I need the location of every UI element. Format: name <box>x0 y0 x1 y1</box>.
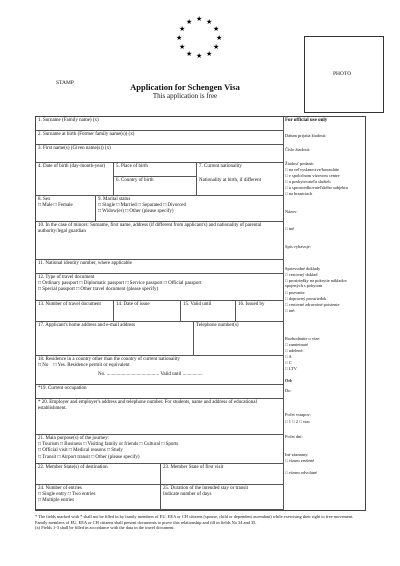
star-icon: ★ <box>179 43 186 51</box>
official-item: Názov: <box>285 209 298 214</box>
star-icon: ★ <box>186 18 193 26</box>
official-item: □ u sprostredkovateľského subjektu <box>285 185 348 190</box>
field-surname[interactable]: 1. Surname (Family name) (x) <box>36 117 284 131</box>
star-icon: ★ <box>206 50 213 58</box>
official-item: □ LTV <box>285 366 297 371</box>
official-item: □ pozvanie <box>285 290 305 295</box>
official-item: □ vízum zrušené <box>285 458 315 463</box>
official-item: Dátum prijatia žiadosti: <box>285 133 327 138</box>
official-item: □ vízum odvolané <box>285 470 317 475</box>
field-residence[interactable]: 18. Residence in a country other than the country of current nationality □ No □ Yes. Residence permit or equivalent No. .......................................... Valid until ................ <box>36 356 284 385</box>
field-occupation[interactable]: *19. Current occupation <box>36 385 284 399</box>
field-first-visit[interactable]: 23. Member State of first visit <box>161 464 284 485</box>
field-home-address[interactable]: 17. Applicant's home address and e-mail address <box>36 322 194 356</box>
star-icon: ★ <box>186 50 193 58</box>
official-item: Číslo žiadosti: <box>285 147 311 152</box>
field-destination[interactable]: 22. Member State(s) of destination <box>36 464 161 485</box>
field-purpose[interactable]: 21. Main purpose(s) of the journey: □ Tourism □ Business □ Visiting family or friends □ Cultural □ Sports □ Official visit □ Medical reasons □ Study □ Transit □ Airport transit □ Other (please specify) <box>36 435 284 464</box>
photo-label: PHOTO <box>333 71 352 77</box>
field-guardian[interactable]: 10. In the case of minors: Surname, first name, address (if different from applicant's) and nationality of parental authority/legal guardian <box>36 222 284 260</box>
field-issued-by[interactable]: 16. Issued by <box>236 301 284 322</box>
field-telephone[interactable]: Telephone number(s) <box>194 322 284 356</box>
form-title-block <box>100 82 270 100</box>
official-item: Žiadosť podaná: <box>285 161 314 166</box>
field-document-number[interactable]: 13. Number of travel document <box>36 301 114 322</box>
official-use-title: For official use only <box>285 118 328 123</box>
field-duration[interactable]: 25. Duration of the intended stay or transit Indicate number of days <box>161 485 284 510</box>
field-employer[interactable]: * 20. Employer and employer's address and telephone number. For students, name and address of educational establishment. <box>36 399 284 435</box>
official-item: □ udelené: <box>285 348 304 353</box>
footer-notes <box>35 514 366 531</box>
official-item: □ iné <box>285 226 295 231</box>
official-item: □ na hraniciach <box>285 191 313 196</box>
star-icon: ★ <box>196 52 203 60</box>
field-valid-until[interactable]: 15. Valid until <box>181 301 236 322</box>
field-surname-at-birth[interactable]: 2. Surname at birth (Former family name(s)) (x) <box>36 131 284 145</box>
official-item: □ v spoločnom vízovom centre <box>285 173 340 178</box>
field-date-of-birth[interactable]: 4. Date of birth (day-month-year) <box>36 163 114 196</box>
footer-note: * The fields marked with * shall not be filled in by family members of EU, EEA or CH citizens (spouse, child or dependent ascendant) while exercising their right to free movement. Family members of EU, EEA or CH citizens shall present documents to prove this relationship and fill in fields No 34 and 35. <box>35 514 354 525</box>
field-sex[interactable]: 8. Sex □ Male □ Female <box>36 196 96 222</box>
official-item: □ A <box>285 354 292 359</box>
field-national-id[interactable]: 11. National identity number, where applicable <box>36 260 284 274</box>
official-item: Od: <box>285 378 293 383</box>
official-item: Počet vstupov: <box>285 412 311 417</box>
star-icon: ★ <box>216 34 223 42</box>
star-icon: ★ <box>176 34 183 42</box>
star-icon: ★ <box>213 43 220 51</box>
eu-emblem <box>175 16 225 60</box>
field-country-of-birth[interactable]: 6. Country of birth <box>114 177 197 196</box>
official-item: Sprievodné doklady <box>285 266 321 271</box>
official-item: Iné záznamy: <box>285 452 309 457</box>
stamp-area <box>40 78 95 90</box>
official-item: □ cestovné zdravotné poistenie <box>285 302 340 307</box>
official-item: □ cestovný doklad <box>285 272 318 277</box>
official-item: Spis vybavuje: <box>285 244 311 249</box>
official-item: □ C <box>285 360 292 365</box>
official-item: Rozhodnutie o víze: <box>285 336 321 341</box>
official-item: Počet dní: <box>285 434 303 439</box>
official-item: □ zamietnuté <box>285 342 309 347</box>
form-subtitle: This application is free <box>152 92 218 100</box>
star-icon: ★ <box>213 25 220 33</box>
star-icon: ★ <box>179 25 186 33</box>
official-item: □ 1 □ 2 □ viac <box>285 419 311 424</box>
official-item: □ dopravný prostriedok <box>285 296 327 301</box>
official-use-panel <box>283 116 366 511</box>
field-date-of-issue[interactable]: 14. Date of issue <box>114 301 181 322</box>
star-icon: ★ <box>196 15 203 23</box>
official-item: □ iné: <box>285 308 296 313</box>
form-title: Application for Schengen Visa <box>130 82 240 92</box>
field-place-of-birth[interactable]: 5. Place of birth <box>114 163 197 177</box>
field-current-nationality[interactable]: 7. Current nationality Nationality at birth, if different <box>197 163 284 196</box>
official-item: Do: <box>285 388 292 393</box>
footer-note: (x) Fields 1-3 shall be filled in accordance with the data in the travel document. <box>35 525 175 531</box>
photo-box <box>304 36 384 113</box>
stamp-label: STAMP <box>56 80 74 86</box>
official-item: □ u poskytovateľa služieb <box>285 179 331 184</box>
field-marital-status[interactable]: 9. Marital status □ Single □ Married □ Separated □ Divorced □ Widow(er) □ Other (please specify) <box>96 196 284 222</box>
official-item: □ prostriedky na pokrytie nákladov spojených s pobytom <box>285 278 347 289</box>
star-icon: ★ <box>206 18 213 26</box>
field-first-name[interactable]: 3. First name(s) (Given name(s)) (x) <box>36 145 284 163</box>
official-item: □ na veľvyslanectve/konzuláte <box>285 167 339 172</box>
field-number-of-entries[interactable]: 24. Number of entries □ Single entry □ Two entries □ Multiple entries <box>36 485 161 510</box>
field-travel-document-type[interactable]: 12. Type of travel document □ Ordinary passport □ Diplomatic passport □ Service passport □ Official passport □ Special passport □ Other travel document (please specify) <box>36 274 284 301</box>
